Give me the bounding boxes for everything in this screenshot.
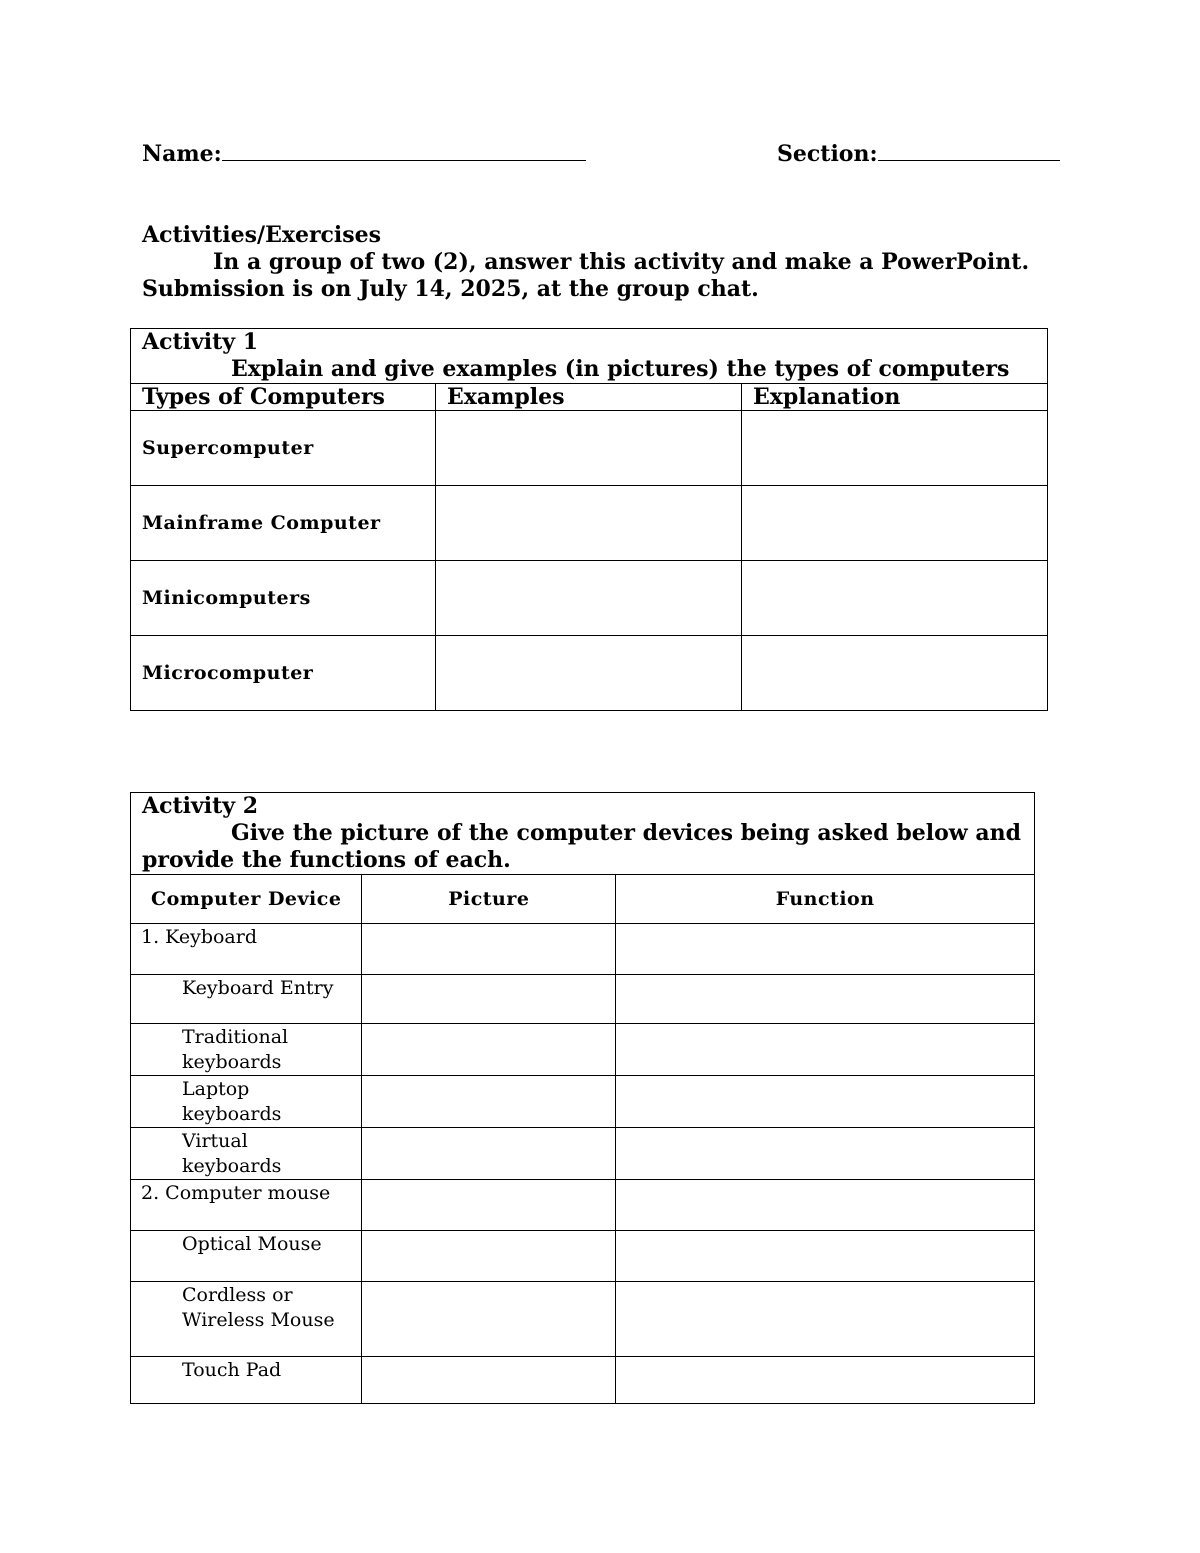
row-label-microcomputer: Microcomputer xyxy=(131,636,436,711)
activity-2-description-line-2: provide the functions of each. xyxy=(142,847,511,873)
name-field xyxy=(142,141,586,167)
table-row xyxy=(131,1231,1035,1282)
instruction-line-2: Submission is on July 14, 2025, at the group chat. xyxy=(142,276,759,302)
row-label-keyboard: 1. Keyboard xyxy=(131,924,362,975)
function-cell[interactable] xyxy=(616,1024,1035,1076)
function-cell[interactable] xyxy=(616,1076,1035,1128)
row-label-virtual-keyboards: Virtual keyboards xyxy=(131,1128,362,1180)
activity-1-description: Explain and give examples (in pictures) the types of computers xyxy=(231,356,1010,382)
function-cell[interactable] xyxy=(616,1282,1035,1357)
row-label-touch-pad: Touch Pad xyxy=(131,1357,362,1404)
row-label-traditional-keyboards: Traditional keyboards xyxy=(131,1024,362,1076)
explanation-cell[interactable] xyxy=(742,411,1048,486)
examples-cell[interactable] xyxy=(436,486,742,561)
function-cell[interactable] xyxy=(616,1357,1035,1404)
explanation-cell[interactable] xyxy=(742,636,1048,711)
row-label-supercomputer: Supercomputer xyxy=(131,411,436,486)
row-label-computer-mouse: 2. Computer mouse xyxy=(131,1180,362,1231)
column-header-picture: Picture xyxy=(362,875,616,924)
examples-cell[interactable] xyxy=(436,561,742,636)
activity-2-column-headers xyxy=(131,875,1035,924)
activity-1-header xyxy=(131,329,1048,384)
examples-cell[interactable] xyxy=(436,411,742,486)
row-label-minicomputers: Minicomputers xyxy=(131,561,436,636)
section-blank-line[interactable] xyxy=(878,159,1060,161)
activity-2-table xyxy=(130,792,1035,1404)
picture-cell[interactable] xyxy=(362,1231,616,1282)
activity-2-header xyxy=(131,793,1035,875)
function-cell[interactable] xyxy=(616,1128,1035,1180)
row-label-keyboard-entry: Keyboard Entry xyxy=(131,975,362,1024)
table-row xyxy=(131,1180,1035,1231)
row-label-wireless-mouse: Cordless or Wireless Mouse xyxy=(131,1282,362,1357)
row-label-laptop-keyboards: Laptop keyboards xyxy=(131,1076,362,1128)
column-header-function: Function xyxy=(616,875,1035,924)
activity-1-title: Activity 1 xyxy=(142,329,259,355)
picture-cell[interactable] xyxy=(362,1024,616,1076)
table-row xyxy=(131,561,1048,636)
function-cell[interactable] xyxy=(616,1180,1035,1231)
section-field xyxy=(777,141,1060,167)
row-label-mainframe: Mainframe Computer xyxy=(131,486,436,561)
column-header-explanation: Explanation xyxy=(742,384,1048,411)
activity-1-table xyxy=(130,328,1048,711)
table-row xyxy=(131,1076,1035,1128)
picture-cell[interactable] xyxy=(362,1357,616,1404)
column-header-types: Types of Computers xyxy=(131,384,436,411)
picture-cell[interactable] xyxy=(362,924,616,975)
activity-2-description xyxy=(142,820,1034,874)
table-row xyxy=(131,636,1048,711)
activity-1-column-headers xyxy=(131,384,1048,411)
name-blank-line[interactable] xyxy=(222,159,586,161)
picture-cell[interactable] xyxy=(362,975,616,1024)
table-row xyxy=(131,411,1048,486)
picture-cell[interactable] xyxy=(362,1180,616,1231)
function-cell[interactable] xyxy=(616,1231,1035,1282)
explanation-cell[interactable] xyxy=(742,561,1048,636)
table-row xyxy=(131,1024,1035,1076)
activity-2-title: Activity 2 xyxy=(142,793,259,819)
row-label-optical-mouse: Optical Mouse xyxy=(131,1231,362,1282)
table-row xyxy=(131,1357,1035,1404)
examples-cell[interactable] xyxy=(436,636,742,711)
activities-heading: Activities/Exercises xyxy=(142,222,382,248)
function-cell[interactable] xyxy=(616,924,1035,975)
column-header-examples: Examples xyxy=(436,384,742,411)
table-row xyxy=(131,924,1035,975)
section-label: Section: xyxy=(777,141,878,167)
instruction-line-1: In a group of two (2), answer this activity and make a PowerPoint. xyxy=(213,249,1030,275)
name-label: Name: xyxy=(142,141,222,167)
picture-cell[interactable] xyxy=(362,1076,616,1128)
column-header-device: Computer Device xyxy=(131,875,362,924)
activity-2-description-line-1: Give the picture of the computer devices being asked below and xyxy=(231,820,1021,846)
picture-cell[interactable] xyxy=(362,1128,616,1180)
function-cell[interactable] xyxy=(616,975,1035,1024)
explanation-cell[interactable] xyxy=(742,486,1048,561)
table-row xyxy=(131,1128,1035,1180)
table-row xyxy=(131,486,1048,561)
picture-cell[interactable] xyxy=(362,1282,616,1357)
table-row xyxy=(131,1282,1035,1357)
table-row xyxy=(131,975,1035,1024)
